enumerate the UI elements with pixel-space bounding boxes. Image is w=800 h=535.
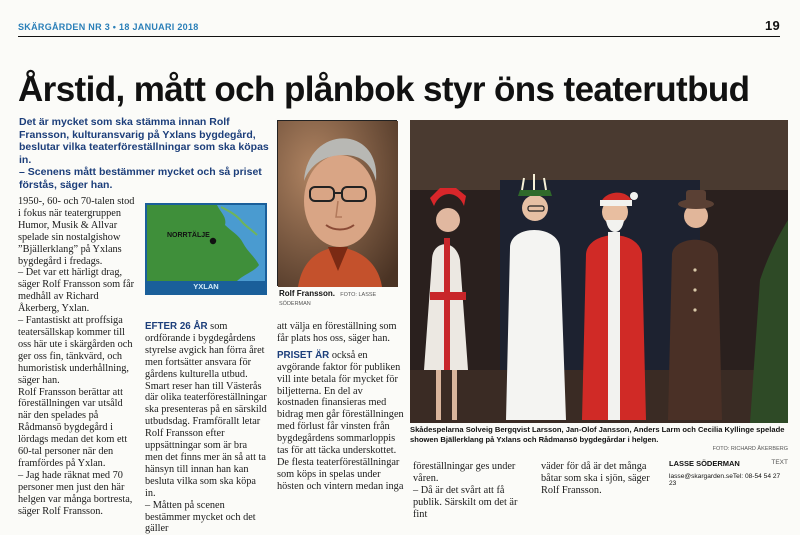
stage-image bbox=[410, 120, 788, 423]
byline bbox=[669, 459, 788, 487]
body-column-3 bbox=[277, 321, 404, 493]
issue-line: SKÄRGÅRDEN NR 3 • 18 JANUARI 2018 bbox=[18, 22, 199, 32]
stage-photo-credit: FOTO: RICHARD ÅKERBERG bbox=[712, 446, 788, 452]
body-paragraph: – Fantastiskt att proffsiga teatersällskap kommer till oss här ute i skärgården och ger oss fin, tänkvärd, och humoristisk underhållning, säger han. bbox=[18, 315, 133, 386]
portrait-photo bbox=[277, 120, 397, 286]
body-paragraph bbox=[145, 321, 267, 500]
body-paragraph: 1950-, 60- och 70-talen stod i fokus när teatergruppen Humor, Musik & Allvar spelade sin nostalgishow ”Bjällerklang” på Yxlans bygdegård i fredags. bbox=[18, 196, 135, 267]
masthead-rule bbox=[18, 36, 780, 37]
body-paragraph: väder för då är det många båtar som ska i sjön, säger Rolf Fransson. bbox=[541, 461, 650, 496]
paragraph-text: också en avgörande faktor för publiken vill inte betala för mycket för biljetterna. En del av kostnaden finansieras med bidrag men går föreställningen med förlust får vinsten från bygdegårdens sommarloppis tas för att täcka underskottet. bbox=[277, 349, 404, 457]
page-number: 19 bbox=[764, 18, 780, 33]
stage-caption: Skådespelarna Solveig Bergqvist Larsson, Jan-Olof Jansson, Anders Larm och Cecilia Kyllinge spelade showen Bjällerklang på Yxlans och Rådmansö bygdegårdar i helgen. bbox=[410, 425, 785, 444]
body-column-1 bbox=[18, 196, 138, 517]
body-paragraph: – Jag hade räknat med 70 personer men just den här helgen var många bortresta, säger Rolf Fransson. bbox=[18, 469, 133, 517]
body-paragraph: De flesta teaterföreställningar som köps in spelas under hösten och vintern medan inga bbox=[277, 456, 404, 492]
location-map bbox=[145, 203, 267, 295]
body-column-5 bbox=[541, 461, 659, 497]
stage-photo bbox=[410, 120, 788, 423]
ingress-quote: – Scenens mått bestämmer mycket och så priset förstås, säger han. bbox=[19, 166, 262, 191]
portrait-credit: FOTO: LASSE SÖDERMAN bbox=[279, 292, 377, 307]
ingress-paragraph: Det är mycket som ska stämma innan Rolf Fransson, kulturansvarig på Yxlans bygdegård, beslutar vilka teaterföreställningar som ska köpas in. bbox=[19, 116, 269, 166]
body-paragraph: föreställningar ges under våren. bbox=[413, 461, 516, 484]
body-paragraph: – Det var ett härligt drag, säger Rolf Fransson som får medhåll av Richard Åkerberg, Yxlan. bbox=[18, 267, 135, 315]
body-paragraph: att välja en föreställning som får plats hos oss, säger han. bbox=[277, 321, 397, 344]
paragraph-lead: PRISET ÄR bbox=[277, 349, 330, 361]
body-paragraph: Rolf Fransson berättar att föreställningen var utsåld när den spelades på Rådmansö bygdegård i lördags medan det kom ett 60-tal personer när den framfördes på Yxlan. bbox=[18, 386, 128, 469]
byline-contact: lasse@skargarden.seTel: 08-54 54 27 23 bbox=[669, 473, 781, 487]
body-paragraph bbox=[277, 350, 404, 457]
portrait-image bbox=[278, 121, 398, 287]
byline-role: TEXT bbox=[771, 459, 788, 466]
body-column-4 bbox=[413, 461, 528, 521]
byline-name: LASSE SÖDERMAN bbox=[669, 459, 740, 468]
map-area-label: YXLAN bbox=[147, 281, 265, 293]
map-town-label: NORRTÄLJE bbox=[167, 232, 210, 239]
paragraph-text: som ordförande i bygdegårdens styrelse avgick han förra året men fortsätter ansvara för gårdens kulturella utbud. Smart reser han till Västerås där olika teaterföreställningar ska presenteras på en särskild utbudsdag. Framförallt letar Rolf Fransson efter uppsättningar som är bra men det finns mer än så att ta hänsyn till innan han kan besluta vilka som ska köpa in. bbox=[145, 321, 267, 499]
map-land-shape bbox=[147, 205, 269, 285]
portrait-caption bbox=[279, 289, 399, 307]
body-paragraph: – Måtten på scenen bestämmer mycket och det gäller bbox=[145, 499, 256, 535]
ingress bbox=[19, 116, 273, 192]
paragraph-lead: EFTER 26 ÅR bbox=[145, 321, 208, 332]
portrait-caption-text: Rolf Fransson. bbox=[279, 289, 336, 298]
body-column-2 bbox=[145, 321, 267, 535]
headline: Årstid, mått och plånbok styr öns teaterutbud bbox=[18, 70, 750, 109]
body-paragraph: – Då är det svårt att få publik. Särskilt om det är fint bbox=[413, 484, 518, 520]
